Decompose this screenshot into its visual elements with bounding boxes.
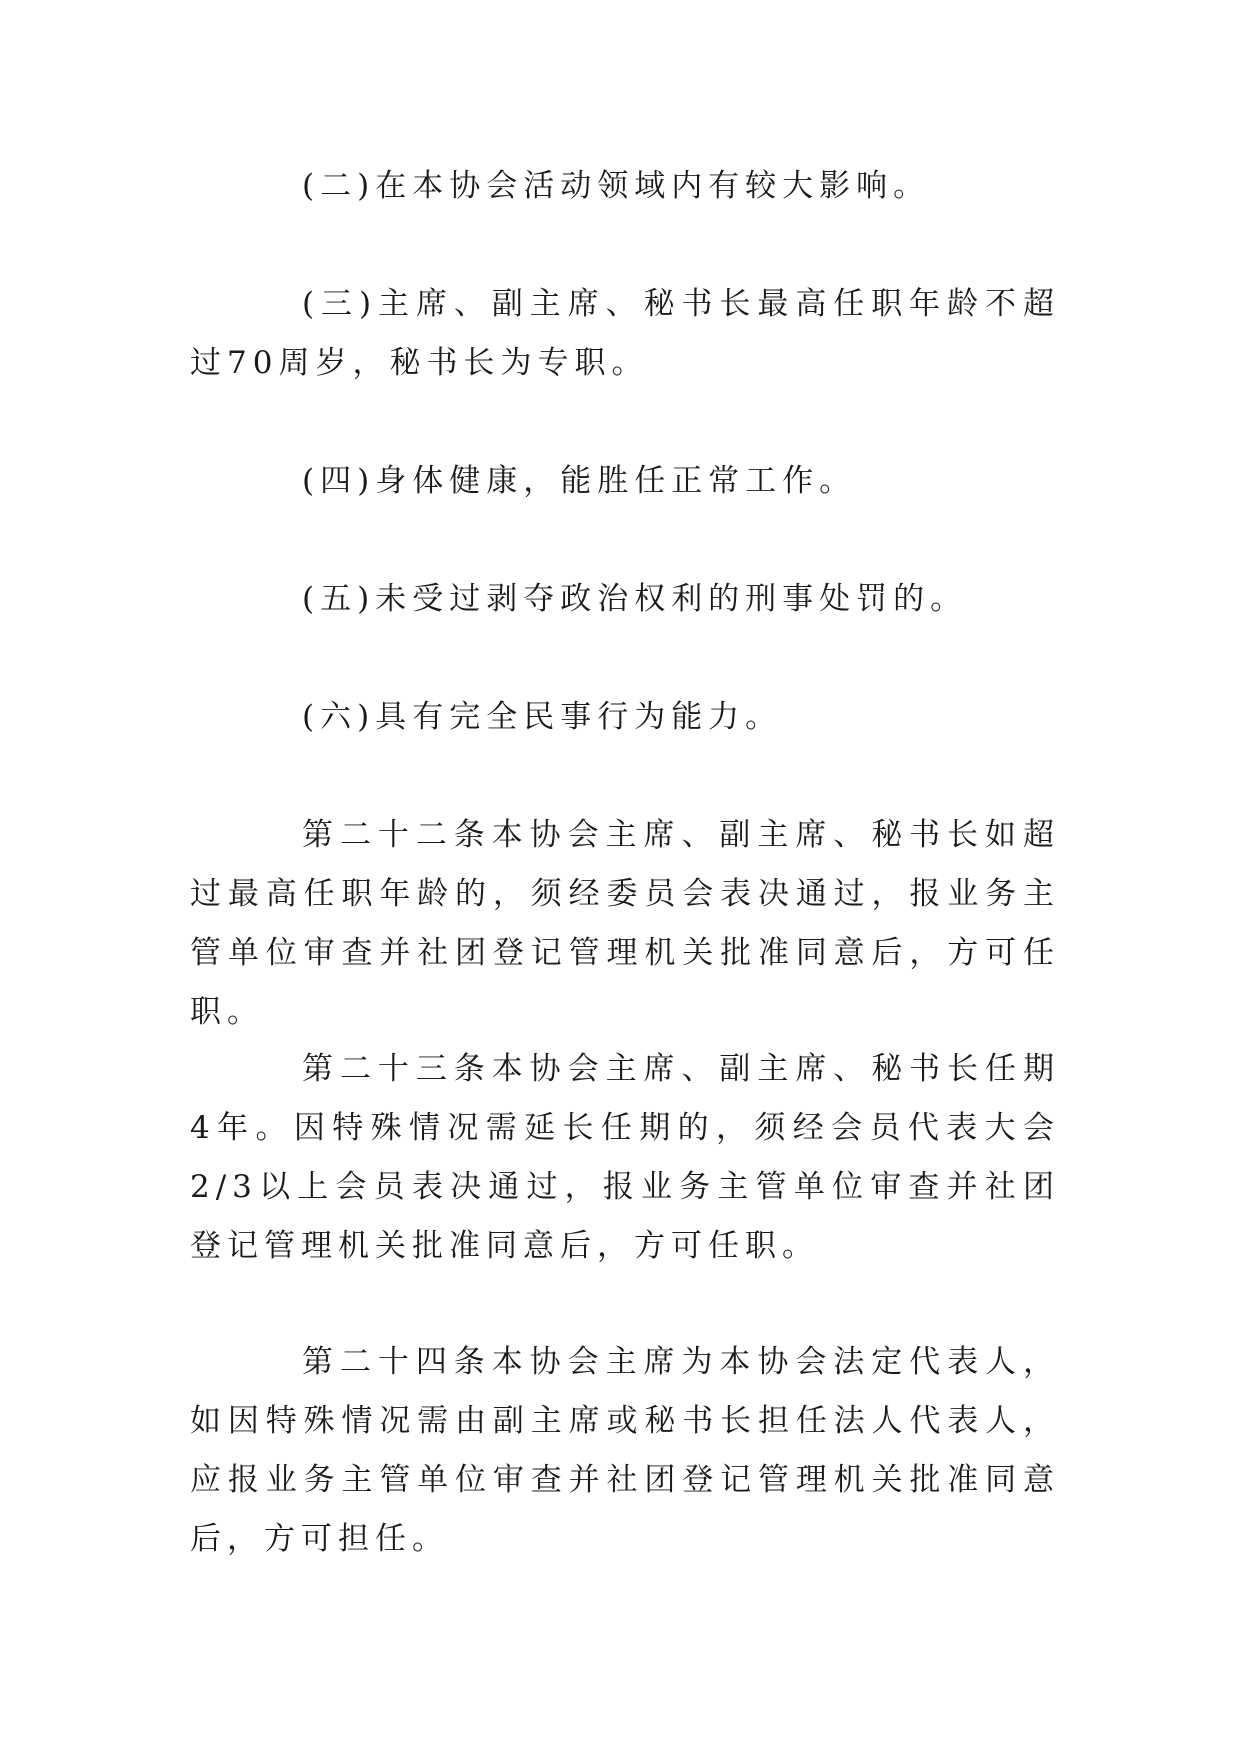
- paragraph-item-2: (二)在本协会活动领域内有较大影响。: [302, 168, 931, 204]
- paragraph-item-4: (四)身体健康，能胜任正常工作。: [302, 463, 857, 499]
- paragraph-item-3: (三)主席、副主席、秘书长最高任职年龄不超过70周岁，秘书长为专职。: [190, 286, 1060, 381]
- article-23: 第二十三条本协会主席、副主席、秘书长任期4年。因特殊情况需延长任期的，须经会员代表大会2/3以上会员表决通过，报业务主管单位审查并社团登记管理机关批准同意后，方可任职。: [190, 1051, 1060, 1264]
- paragraph-item-6: (六)具有完全民事行为能力。: [302, 699, 783, 735]
- article-22: 第二十二条本协会主席、副主席、秘书长如超过最高任职年龄的，须经委员会表决通过，报业务主管单位审查并社团登记管理机关批准同意后，方可任职。: [190, 817, 1060, 1030]
- paragraph-item-5: (五)未受过剥夺政治权利的刑事处罚的。: [302, 581, 968, 617]
- article-24: 第二十四条本协会主席为本协会法定代表人，如因特殊情况需由副主席或秘书长担任法人代表人，应报业务主管单位审查并社团登记管理机关批准同意后，方可担任。: [190, 1344, 1060, 1557]
